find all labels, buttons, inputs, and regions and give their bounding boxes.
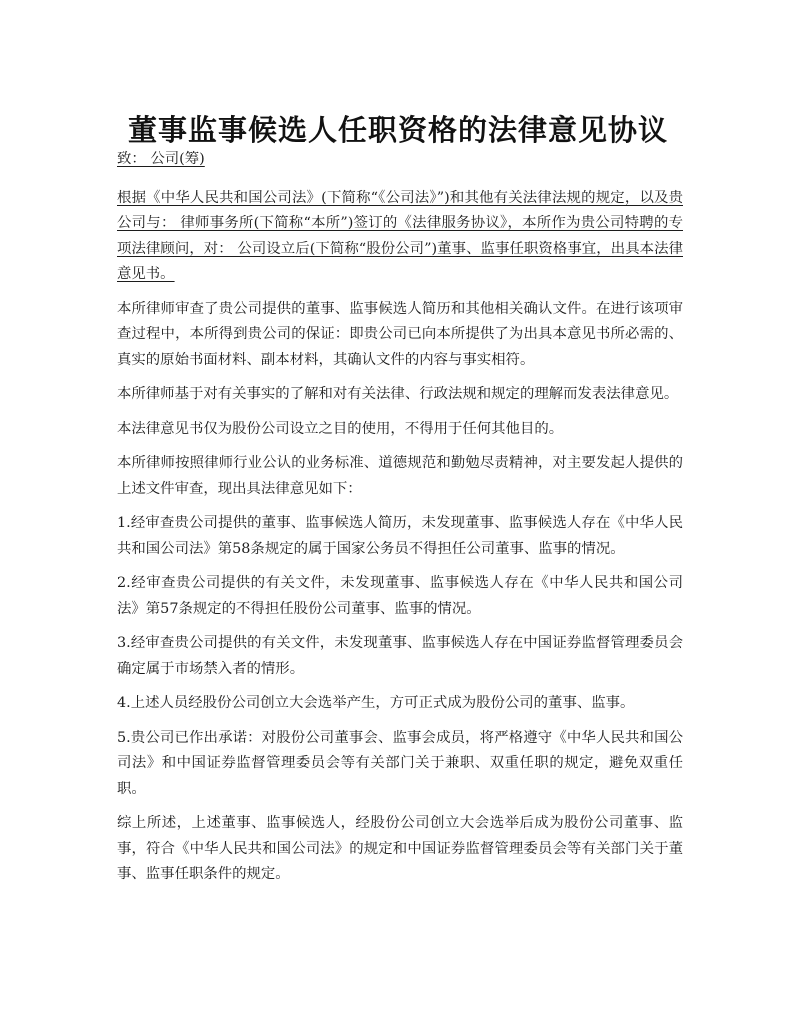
opinion-item-3: 3.经审查贵公司提供的有关文件，未发现董事、监事候选人存在中国证券监督管理委员会确定属于市场禁入者的情形。	[117, 635, 683, 677]
basis-paragraph: 本所律师基于对有关事实的了解和对有关法律、行政法规和规定的理解而发表法律意见。	[117, 386, 679, 402]
document-body	[117, 147, 683, 897]
document-title: 董事监事候选人任职资格的法律意见协议	[127, 113, 668, 148]
purpose-paragraph: 本法律意见书仅为股份公司设立之目的使用，不得用于任何其他目的。	[117, 420, 564, 437]
opinion-item-5: 5.贵公司已作出承诺：对股份公司董事会、监事会成员，将严格遵守《中华人民共和国公司法》和中国证券监督管理委员会等有关部门关于兼职、双重任职的规定，避免双重任职。	[117, 729, 683, 797]
review-paragraph: 本所律师审查了贵公司提供的董事、监事候选人简历和其他相关确认文件。在进行该项审查过程中，本所得到贵公司的保证：即贵公司已向本所提供了为出具本意见书所必需的、真实的原始书面材料、副本材料，其确认文件的内容与事实相符。	[117, 300, 683, 368]
opinion-intro-paragraph: 本所律师按照律师行业公认的业务标准、道德规范和勤勉尽责精神，对主要发起人提供的上述文件审查，现出具法律意见如下：	[117, 455, 683, 497]
conclusion-paragraph: 综上所述，上述董事、监事候选人，经股份公司创立大会选举后成为股份公司董事、监事，符合《中华人民共和国公司法》的规定和中国证券监督管理委员会等有关部门关于董事、监事任职条件的规定。	[117, 815, 683, 882]
opinion-item-4: 4.上述人员经股份公司创立大会选举产生，方可正式成为股份公司的董事、监事。	[117, 695, 635, 711]
intro-paragraph: 根据《中华人民共和国公司法》(下简称“《公司法》”)和其他有关法律法规的规定，以及贵公司与： 律师事务所(下简称“本所”)签订的《法律服务协议》，本所作为贵公司特聘的专项法律顾问，对： 公司设立后(下简称“股份公司”)董事、监事任职资格事宜，出具本法律意见书。	[117, 189, 683, 282]
opinion-item-2: 2.经审查贵公司提供的有关文件，未发现董事、监事候选人存在《中华人民共和国公司法》第57条规定的不得担任股份公司董事、监事的情况。	[117, 575, 683, 617]
opinion-item-1: 1.经审查贵公司提供的董事、监事候选人简历，未发现董事、监事候选人存在《中华人民共和国公司法》第58条规定的属于国家公务员不得担任公司董事、监事的情况。	[117, 515, 683, 557]
recipient-line: 致： 公司(筹)	[117, 151, 205, 167]
